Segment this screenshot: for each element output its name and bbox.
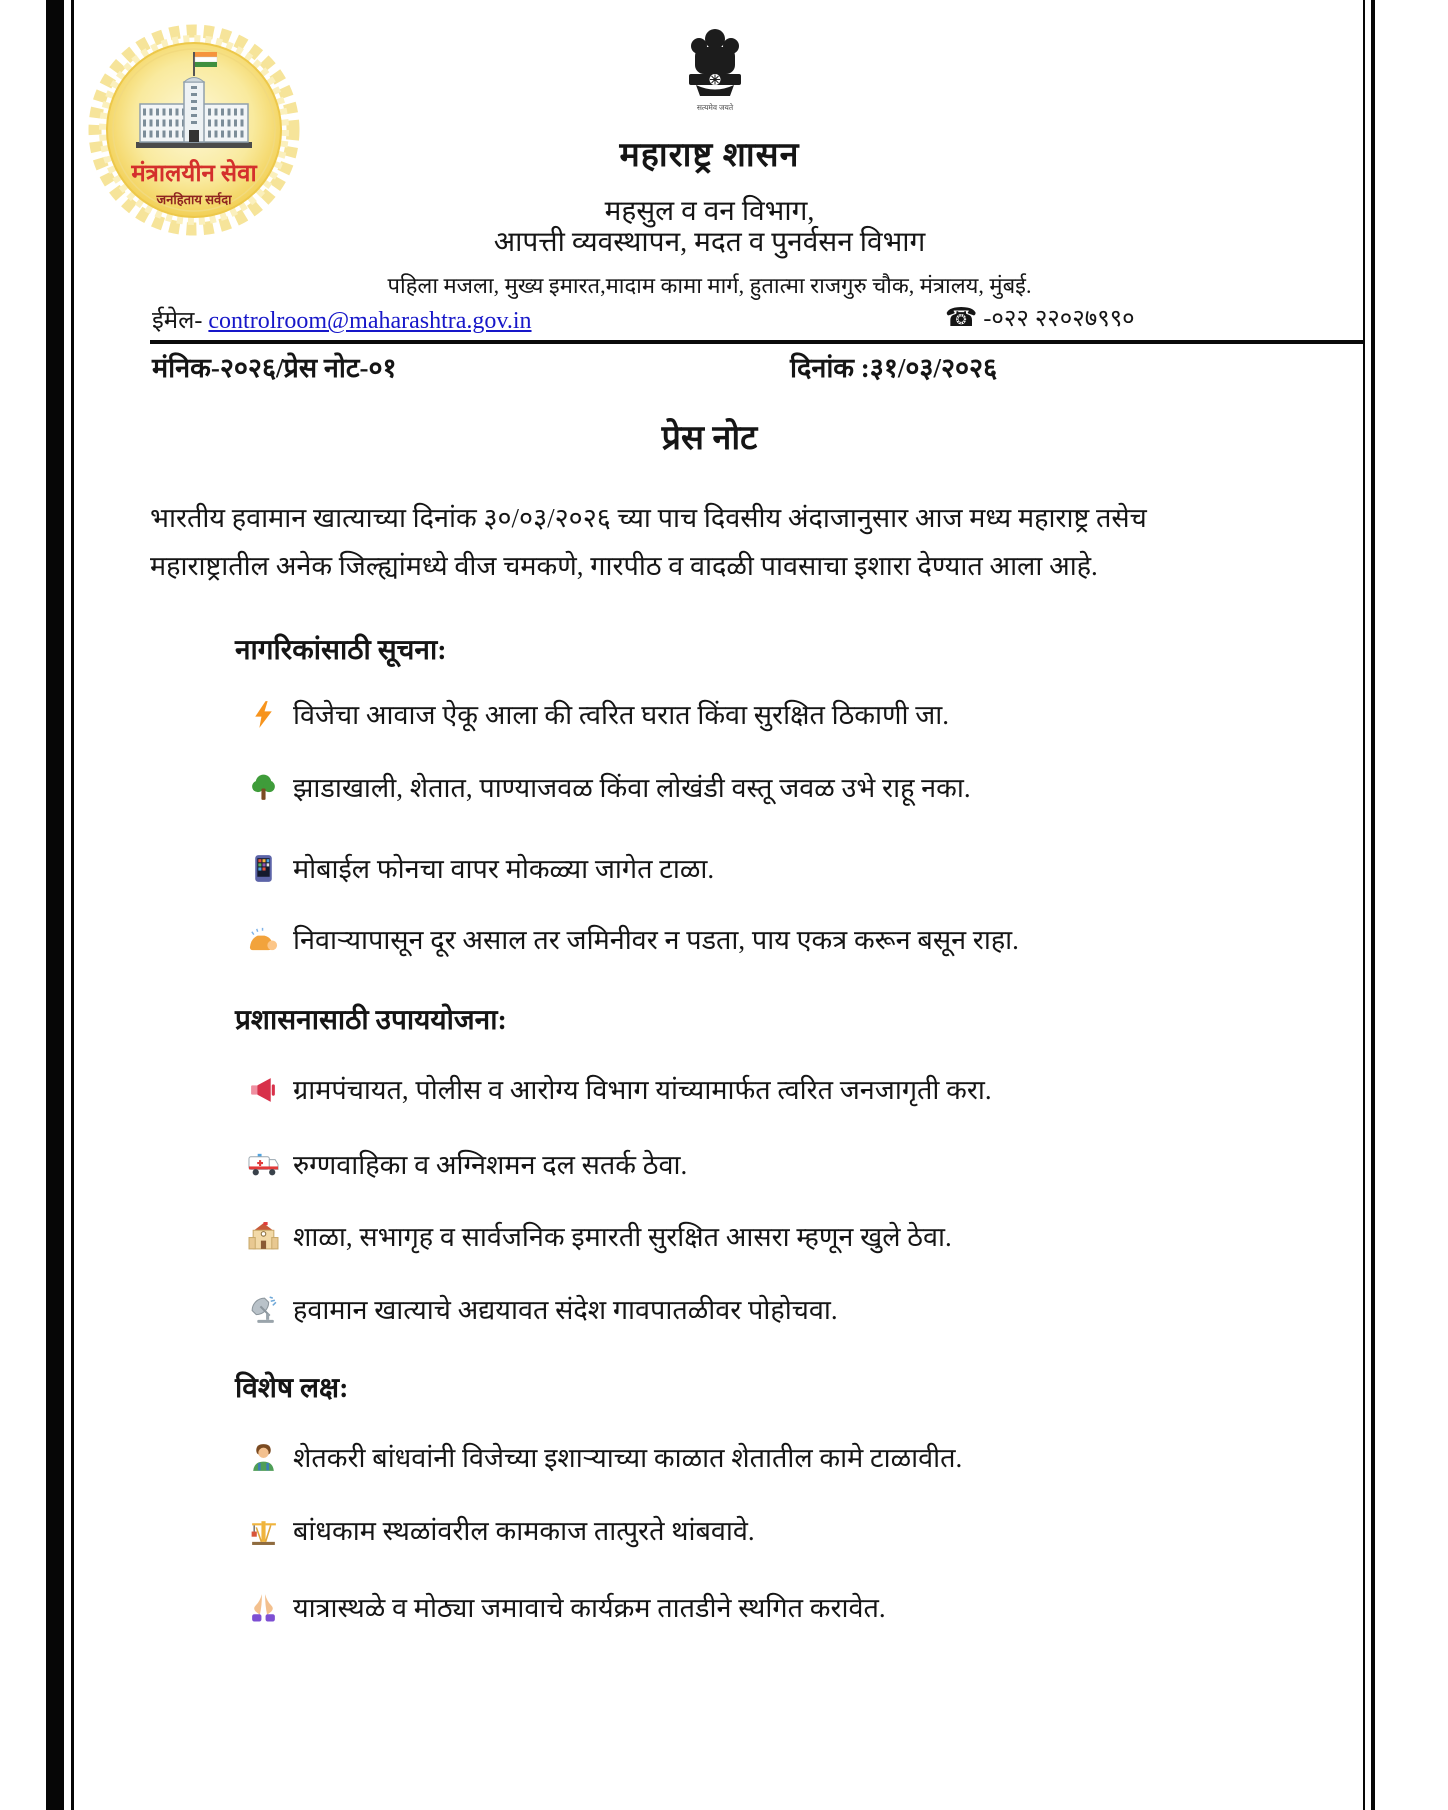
address-line: पहिला मजला, मुख्य इमारत,मादाम कामा मार्ग, हुतात्मा राजगुरु चौक, मंत्रालय, मुंबई. [387,273,1032,298]
india-flag-icon [195,52,217,67]
advisory-item [248,1148,687,1182]
advisory-text: ग्रामपंचायत, पोलीस व आरोग्य विभाग यांच्यामार्फत त्वरित जनजागृती करा. [293,1075,992,1105]
advisory-text: विजेचा आवाज ऐकू आला की त्वरित घरात किंवा सुरक्षित ठिकाणी जा. [293,700,950,730]
email-link[interactable]: controlroom@maharashtra.gov.in [208,308,532,334]
email-row [152,303,532,336]
section-heading-citizens: नागरिकांसाठी सूचना: [235,635,447,666]
farmer-icon [248,1442,279,1473]
folded-hands-icon [248,1592,279,1623]
government-title: महाराष्ट्र शासन [619,137,800,174]
email-label: ईमेल- [152,308,203,334]
advisory-text: मोबाईल फोनचा वापर मोकळ्या जागेत टाळा. [293,854,715,884]
seal-subtitle-text: जनहिताय सर्वदा [156,192,232,207]
reference-number: मंनिक-२०२६/प्रेस नोट-०१ [152,353,397,383]
school-icon [248,1221,279,1252]
person-bowing-icon [248,924,279,955]
advisory-text: शेतकरी बांधवांनी विजेच्या इशाऱ्याच्या काळात शेतातील कामे टाळावीत. [293,1443,963,1473]
department-line-2: आपत्ती व्यवस्थापन, मदत व पुनर्वसन विभाग [493,227,926,258]
advisory-item [248,1514,755,1548]
advisory-text: हवामान खात्याचे अद्ययावत संदेश गावपातळीवर पोहोचवा. [293,1295,838,1325]
section-heading-special: विशेष लक्ष: [235,1373,349,1404]
advisory-item [248,1441,962,1475]
right-border-thin [1363,0,1365,1810]
section-heading-administration: प्रशासनासाठी उपाययोजना: [235,1005,507,1036]
mobile-phone-icon [248,853,279,884]
advisory-item [248,698,949,732]
advisory-text: झाडाखाली, शेतात, पाण्याजवळ किंवा लोखंडी वस्तू जवळ उभे राहू नका. [293,773,971,803]
ambulance-icon [248,1149,279,1180]
advisory-item [248,1293,838,1327]
intro-paragraph: भारतीय हवामान खात्याच्या दिनांक ३०/०३/२०२६ च्या पाच दिवसीय अंदाजानुसार आज मध्य महाराष्ट्र तसेच महाराष्ट्रातील अनेक जिल्ह्यांमध्ये वीज चमकणे, गारपीठ व वादळी पावसाचा इशारा देण्यात आला आहे. [150,503,1147,581]
advisory-text: निवाऱ्यापासून दूर असाल तर जमिनीवर न पडता, पाय एकत्र करून बसून राहा. [293,925,1019,955]
header-divider-rule [150,340,1363,344]
megaphone-icon [248,1074,279,1105]
press-note-title: प्रेस नोट [661,420,758,457]
advisory-item [248,1591,886,1625]
phone-number: -०२२ २२०२७९९० [983,306,1135,332]
emblem-caption: सत्यमेव जयते [696,103,734,112]
advisory-item [248,923,1019,957]
reference-date: दिनांक :३१/०३/२०२६ [790,353,998,383]
telephone-icon: ☎ [945,303,978,333]
satellite-antenna-icon [248,1294,279,1325]
lightning-icon [248,699,279,730]
advisory-item [248,852,714,886]
advisory-item [248,1073,992,1107]
advisory-item [248,1220,952,1254]
right-border-thick [1371,0,1375,1810]
construction-crane-icon [248,1515,279,1546]
national-emblem-icon [682,26,748,130]
advisory-item [248,771,971,805]
tree-icon [248,772,279,803]
phone-row [945,301,1135,334]
advisory-text: बांधकाम स्थळांवरील कामकाज तात्पुरते थांबवावे. [293,1516,755,1546]
advisory-text: शाळा, सभागृह व सार्वजनिक इमारती सुरक्षित आसरा म्हणून खुले ठेवा. [293,1222,952,1252]
advisory-text: यात्रास्थळे व मोठ्या जमावाचे कार्यक्रम तातडीने स्थगित करावेत. [293,1593,886,1623]
department-line-1: महसुल व वन विभाग, [604,196,815,227]
seal-title-text: मंत्रालयीन सेवा [131,161,257,187]
advisory-text: रुग्णवाहिका व अग्निशमन दल सतर्क ठेवा. [293,1150,688,1180]
